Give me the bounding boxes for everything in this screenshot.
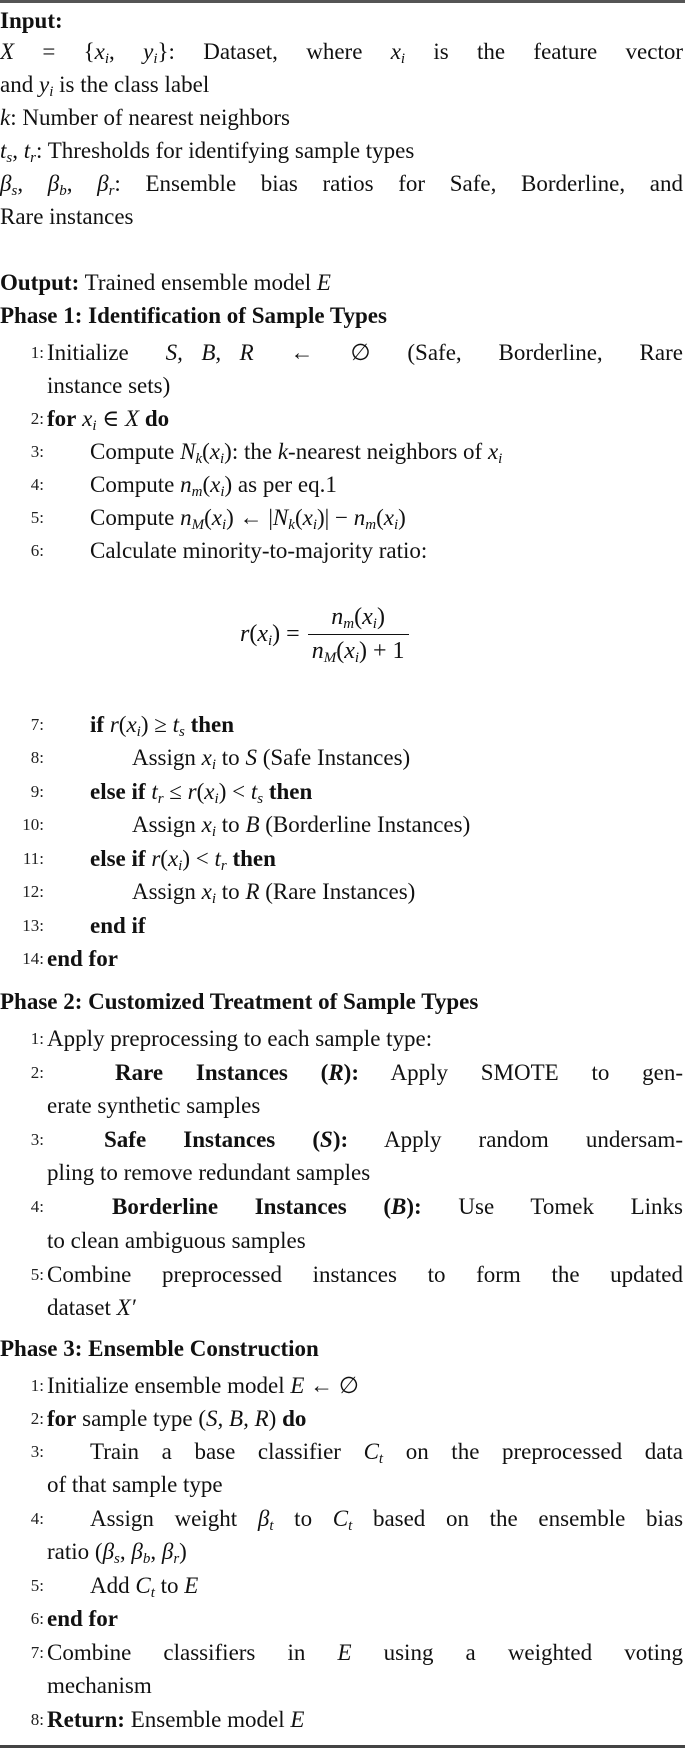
- line-text: dataset X′: [47, 1295, 136, 1320]
- algo-line: [0, 503, 685, 533]
- input-text: Rare instances: [0, 204, 134, 229]
- line-text: instance sets): [47, 373, 171, 398]
- formula-numerator: $n_m(x_i)$: [331, 603, 385, 632]
- line-text: Safe Instances (S): Apply random undersam-: [104, 1127, 683, 1152]
- algo-line: [0, 1604, 685, 1634]
- line-number: 3:: [30, 1442, 44, 1461]
- algo-line: [0, 944, 685, 974]
- algo-line: [0, 1226, 685, 1256]
- algo-line: [0, 1125, 685, 1155]
- line-text: Assign $x_i$ to B (Borderline Instances): [132, 812, 471, 840]
- algo-line: [0, 1293, 685, 1323]
- algo-line: [0, 844, 685, 874]
- input-text: $t_s$, $t_r$: Thresholds for identifying sample types: [0, 138, 415, 166]
- algo-line: [0, 1504, 685, 1534]
- phase2-title: [0, 987, 685, 1017]
- line-number: 7:: [30, 1643, 44, 1662]
- algo-line: [0, 1571, 685, 1601]
- algo-line: [0, 1404, 685, 1434]
- algo-line: [0, 1537, 685, 1567]
- line-number: 8:: [30, 1710, 44, 1729]
- algo-line: [0, 810, 685, 840]
- input-text: $X = \{x_i$, $y_i$}: Dataset, where $x_i$ is the feature vector: [0, 39, 683, 67]
- line-number: 10:: [22, 815, 44, 834]
- line-number: 1:: [30, 343, 44, 362]
- algo-line: [0, 470, 685, 500]
- line-text: to clean ambiguous samples: [47, 1228, 306, 1253]
- algo-line: [0, 710, 685, 740]
- input-line-bias: [0, 169, 685, 199]
- line-number: 4:: [30, 1509, 44, 1528]
- line-number: 5:: [30, 1265, 44, 1284]
- line-number: 6:: [30, 541, 44, 560]
- line-text: of that sample type: [47, 1472, 223, 1497]
- algo-line: [0, 338, 685, 368]
- formula-fraction: [308, 604, 409, 665]
- line-number: 1:: [30, 1376, 44, 1395]
- algo-line: [0, 777, 685, 807]
- formula-denominator: $n_M(x_i) + 1$: [308, 634, 409, 665]
- input-text: $\beta_s$, $\beta_b$, $\beta_r$: Ensemble bias ratios for Safe, Borderline, and: [0, 171, 683, 199]
- line-number: 5:: [30, 508, 44, 527]
- phase-title: Phase 3: Ensemble Construction: [0, 1336, 319, 1361]
- line-text: Combine classifiers in E using a weighted voting: [47, 1640, 684, 1665]
- line-text: Assign $x_i$ to S (Safe Instances): [132, 745, 411, 773]
- line-text: end if: [90, 913, 146, 938]
- algo-line: [0, 1671, 685, 1701]
- input-line-thresholds: [0, 136, 685, 166]
- algo-line: [0, 743, 685, 773]
- line-text: for $x_i$ ∈ X do: [47, 406, 170, 434]
- line-number: 13:: [22, 916, 44, 935]
- line-text: end for: [47, 1606, 118, 1631]
- line-text: Borderline Instances (B): Use Tomek Links: [112, 1194, 683, 1219]
- formula-lhs: $r(x_i)$ =: [240, 620, 300, 649]
- line-text: Train a base classifier $C_t$ on the preprocessed data: [90, 1439, 683, 1467]
- phase-title: Phase 1: Identification of Sample Types: [0, 303, 387, 328]
- line-number: 12:: [22, 882, 44, 901]
- line-number: 2:: [30, 409, 44, 428]
- algo-line: [0, 1024, 685, 1054]
- input-label: Input:: [0, 8, 63, 33]
- algo-line: [0, 1091, 685, 1121]
- line-text: Initialize ensemble model E ← ∅: [47, 1373, 359, 1398]
- algo-line: [0, 1371, 685, 1401]
- line-number: 2:: [30, 1409, 44, 1428]
- line-number: 9:: [30, 782, 44, 801]
- line-number: 3:: [30, 1130, 44, 1149]
- line-text: Compute $n_M(x_i)$ ← $|N_k(x_i)| - n_m(x_i)$: [90, 505, 406, 533]
- input-line-dataset: [0, 37, 685, 67]
- line-number: 11:: [22, 849, 44, 868]
- line-number: 7:: [30, 715, 44, 734]
- line-text: erate synthetic samples: [47, 1093, 261, 1118]
- line-text: Add $C_t$ to E: [90, 1573, 199, 1601]
- line-number: 4:: [30, 475, 44, 494]
- algo-line: [0, 1058, 685, 1088]
- line-text: pling to remove redundant samples: [47, 1160, 371, 1185]
- input-line-bias-cont: [0, 202, 685, 232]
- phase1-title: [0, 301, 685, 331]
- line-number: 1:: [30, 1029, 44, 1048]
- algo-line: [0, 1437, 685, 1467]
- line-text: else if $r(x_i) < t_r$ then: [90, 846, 276, 874]
- input-text: and $y_i$ is the class label: [0, 72, 210, 100]
- algo-line: [0, 1470, 685, 1500]
- line-number: 8:: [30, 748, 44, 767]
- line-text: end for: [47, 946, 118, 971]
- output-label: Output:: [0, 270, 80, 295]
- ratio-formula: [240, 596, 409, 672]
- line-text: for sample type (S, B, R) do: [47, 1406, 307, 1431]
- line-text: Return: Ensemble model E: [47, 1707, 305, 1732]
- algo-line: [0, 1705, 685, 1735]
- algo-line: [0, 371, 685, 401]
- line-number: 2:: [30, 1063, 44, 1082]
- algo-line: [0, 404, 685, 434]
- line-number: 5:: [30, 1576, 44, 1595]
- line-text: if $r(x_i) \ge t_s$ then: [90, 712, 235, 740]
- top-rule: [0, 0, 685, 3]
- line-text: Assign $x_i$ to R (Rare Instances): [132, 879, 416, 907]
- line-text: Rare Instances (R): Apply SMOTE to gen-: [115, 1060, 683, 1085]
- phase-title: Phase 2: Customized Treatment of Sample Types: [0, 989, 479, 1014]
- line-text: Compute $n_m(x_i)$ as per eq.1: [90, 472, 337, 500]
- phase3-title: [0, 1334, 685, 1364]
- algo-line: [0, 911, 685, 941]
- algo-line: [0, 1158, 685, 1188]
- line-text: Calculate minority-to-majority ratio:: [90, 538, 428, 563]
- line-text: Initialize S, B, R ← ∅ (Safe, Borderline, Rare: [47, 340, 683, 365]
- input-text: k: Number of nearest neighbors: [0, 105, 290, 130]
- line-text: mechanism: [47, 1673, 152, 1698]
- line-number: 6:: [30, 1609, 44, 1628]
- algo-line: [0, 877, 685, 907]
- line-text: Compute $N_k(x_i)$: the k-nearest neighbors of $x_i$: [90, 439, 503, 467]
- line-text: else if $t_r \le r(x_i) < t_s$ then: [90, 779, 313, 807]
- line-number: 4:: [30, 1197, 44, 1216]
- line-text: ratio ($\beta_s$, $\beta_b$, $\beta_r$): [47, 1539, 187, 1567]
- input-heading: [0, 6, 685, 36]
- line-text: Apply preprocessing to each sample type:: [47, 1026, 433, 1051]
- algo-line: [0, 536, 685, 566]
- input-line-k: [0, 103, 685, 133]
- line-text: Assign weight $\beta_t$ to $C_t$ based on the ensemble bias: [90, 1506, 684, 1534]
- line-number: 3:: [30, 442, 44, 461]
- input-line-dataset-cont: [0, 70, 685, 100]
- algo-line: [0, 1192, 685, 1222]
- algo-line: [0, 1260, 685, 1290]
- output-line: Output: Trained ensemble model E: [0, 270, 331, 295]
- line-number: 14:: [22, 949, 44, 968]
- algo-line: [0, 1638, 685, 1668]
- algo-line: [0, 437, 685, 467]
- line-text: Combine preprocessed instances to form the updated: [47, 1262, 683, 1287]
